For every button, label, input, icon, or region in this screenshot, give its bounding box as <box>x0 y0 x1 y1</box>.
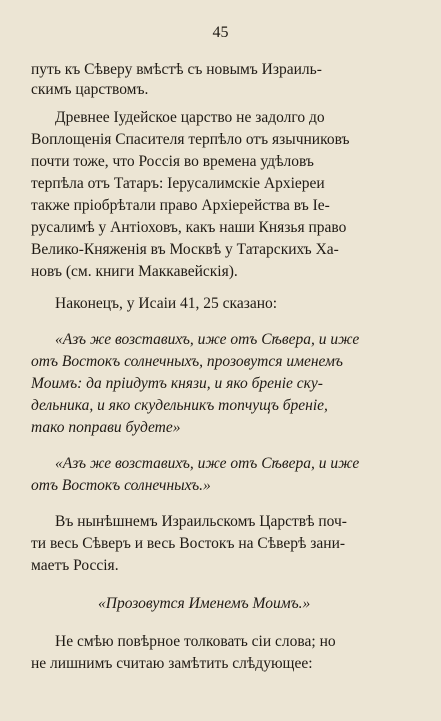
text-line: Наконецъ, у Исаіи 41, 25 сказано: <box>55 295 278 312</box>
text-line: Велико-Княженія въ Москвѣ у Татарскихъ Ха- <box>31 241 339 258</box>
text-line: Въ нынѣшнемъ Израильскомъ Царствѣ поч- <box>55 513 347 530</box>
quote-line: отъ Востокъ солнечныхъ.» <box>31 477 211 494</box>
quote-line: Моимъ: да пріидутъ князи, и яко бреніе ску- <box>31 375 323 392</box>
text-line: терпѣла отъ Татаръ: Іерусалимскіе Архіереи <box>31 175 325 192</box>
quote-line: тако поправи будете» <box>31 419 181 436</box>
text-line: ти весь Сѣверъ и весь Востокъ на Сѣверѣ зани- <box>31 535 346 552</box>
quote-line: «Азъ же возставихъ, иже отъ Сѣвера, и иже <box>55 455 360 472</box>
page-number: 45 <box>212 24 229 41</box>
text-line: Воплощенія Спасителя терпѣло отъ язычниковъ <box>31 131 350 148</box>
text-line: не лишнимъ считаю замѣтить слѣдующее: <box>31 655 313 672</box>
text-line: маетъ Россія. <box>31 557 119 574</box>
text-line: Не смѣю повѣрное толковать сіи слова; но <box>55 633 336 650</box>
text-line: также пріобрѣтали право Архіерейства въ Іе- <box>31 197 330 214</box>
text-line: почти тоже, что Россія во времена удѣловъ <box>31 153 314 170</box>
quote-line: «Прозовутся Именемъ Моимъ.» <box>98 595 311 612</box>
text-line: скимъ царствомъ. <box>31 81 149 98</box>
text-line: русалимѣ у Антіоховъ, какъ наши Князья право <box>31 219 347 236</box>
text-line: путь къ Сѣверу вмѣстѣ съ новымъ Израиль- <box>31 61 322 78</box>
text-line: Древнее Іудейское царство не задолго до <box>55 109 325 126</box>
quote-line: отъ Востокъ солнечныхъ, прозовутся именемъ <box>31 353 343 370</box>
quote-line: дельника, и яко скудельникъ топчущъ бреніе, <box>31 397 328 414</box>
quote-line: «Азъ же возставихъ, иже отъ Сѣвера, и иже <box>55 331 360 348</box>
text-line: новъ (см. книги Маккавейскія). <box>31 263 238 280</box>
